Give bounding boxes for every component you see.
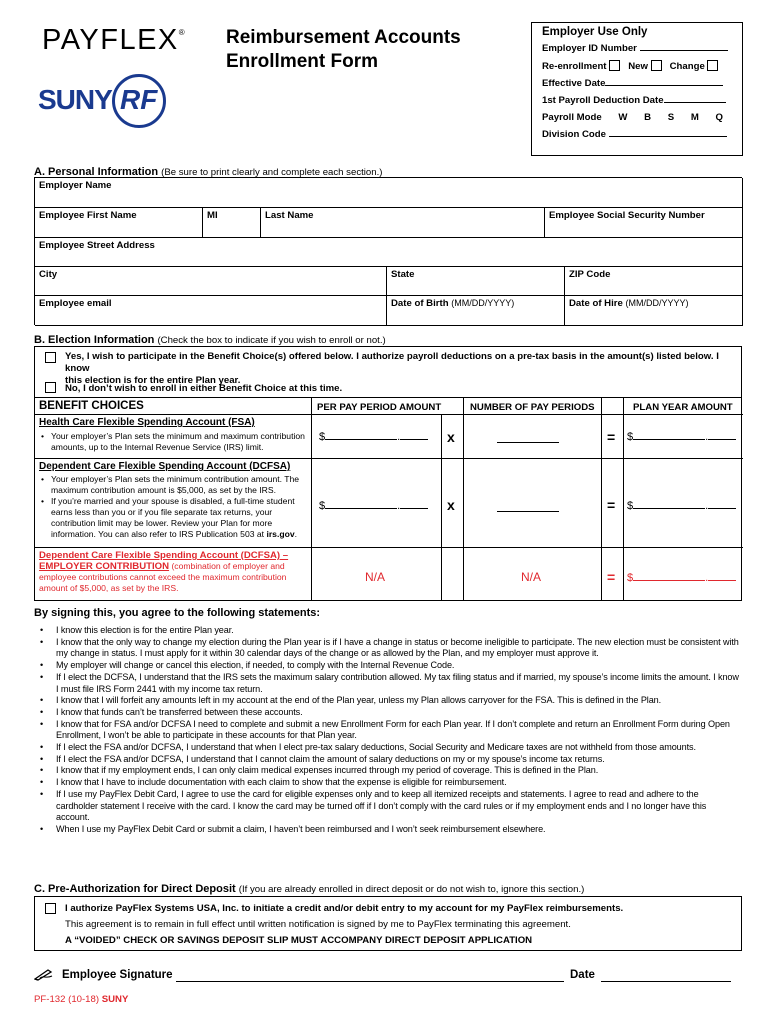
fsa-num-field[interactable]: [497, 431, 559, 446]
election-box: Yes, I wish to participate in the Benefit Choice(s) offered below. I authorize payroll deductions on a pre-tax basis in the amount(s) listed below. I know this election is for the entire Plan year. No, I don’t wish to enroll in either Benefit Choice at this time.: [34, 346, 742, 398]
street-address-field[interactable]: Employee Street Address: [35, 238, 743, 267]
first-name-field[interactable]: Employee First Name: [35, 208, 203, 238]
new-checkbox[interactable]: [651, 60, 662, 71]
email-field[interactable]: Employee email: [35, 296, 387, 326]
col-plan-year: PLAN YEAR AMOUNT: [633, 402, 733, 413]
form-code: PF-132 (10-18) SUNY: [34, 994, 129, 1005]
list-item: • I know that funds can’t be transferred between these accounts.: [34, 707, 742, 719]
mi-field[interactable]: MI: [203, 208, 261, 238]
employer-contribution-title: Dependent Care Flexible Spending Account (DCFSA) – EMPLOYER CONTRIBUTION (combination of employer and employee contributions cannot exceed the maximum contribution amount of $5,000, as set by the IRS.: [39, 550, 289, 593]
dcfsa-plan-field[interactable]: $ .: [627, 500, 736, 512]
col-num-pay: NUMBER OF PAY PERIODS: [470, 402, 595, 413]
zip-field[interactable]: ZIP Code: [565, 267, 743, 296]
yes-enroll-checkbox[interactable]: [45, 352, 56, 363]
col-per-pay: PER PAY PERIOD AMOUNT: [317, 402, 442, 413]
list-item: • I know this election is for the entire Plan year.: [34, 625, 742, 637]
city-field[interactable]: City: [35, 267, 387, 296]
fsa-plan-field[interactable]: $ .: [627, 431, 736, 443]
ssn-field[interactable]: Employee Social Security Number: [545, 208, 743, 238]
dcfsa-title: Dependent Care Flexible Spending Account (DCFSA): [39, 461, 291, 472]
section-c-heading: C. Pre-Authorization for Direct Deposit (If you are already enrolled in direct deposit or do not wish to, ignore this section.): [34, 883, 585, 895]
section-a-heading: A. Personal Information (Be sure to print clearly and complete each section.): [34, 166, 383, 178]
signature-label: Employee Signature: [62, 969, 173, 981]
employer-per-pay-na: N/A: [365, 570, 386, 584]
personal-info-table: [34, 177, 742, 325]
employer-name-field[interactable]: Employer Name: [35, 178, 743, 208]
list-item: • If I elect the DCFSA, I understand that the IRS sets the maximum salary contribution allowed. My tax filing status and if married, my spouse’s income limits the amount. I know I must file IRS Form 2441 with my income tax return.: [34, 672, 742, 695]
last-name-field[interactable]: Last Name: [261, 208, 545, 238]
signing-statements: [34, 625, 742, 836]
no-enroll-checkbox[interactable]: [45, 382, 56, 393]
dcfsa-num-field[interactable]: [497, 500, 559, 515]
list-item: • When I use my PayFlex Debit Card or submit a claim, I haven’t been reimbursed and I won’t seek reimbursement elsewhere.: [34, 824, 742, 836]
employer-use-box: Employer Use Only Employer ID Number Re-enrollment New Change Effective Date 1st Payroll Deduction Date Payroll Mode W B S M Q Division Code: [531, 22, 743, 156]
pen-icon: [34, 967, 54, 981]
col-benefit-choices: BENEFIT CHOICES: [39, 400, 144, 412]
suny-rf-logo: SUNY RF: [38, 74, 168, 130]
list-item: • I know that I will forfeit any amounts left in my account at the end of the Plan year, unless my Plan allows carryover for the FSA. This is defined in the Plan.: [34, 695, 742, 707]
dcfsa-per-pay-field[interactable]: $ .: [319, 500, 428, 512]
dob-field[interactable]: Date of Birth (MM/DD/YYYY): [387, 296, 565, 326]
fsa-per-pay-field[interactable]: $ .: [319, 431, 428, 443]
employer-num-na: N/A: [521, 570, 542, 584]
form-title: Reimbursement Accounts Enrollment Form: [226, 27, 461, 72]
list-item: • I know that if my employment ends, I can only claim medical expenses incurred through my period of coverage. This is defined in the Plan.: [34, 765, 742, 777]
list-item: • I know that for FSA and/or DCFSA I need to complete and submit a new Enrollment Form for each Plan year. If I don’t complete and return an Enrollment Form during Open Enrollment, I won’t be able to participate in these accounts for that Plan year.: [34, 719, 742, 742]
list-item: • I know that I have to include documentation with each claim to show that the expense is eligible for reimbursement.: [34, 777, 742, 789]
reenrollment-checkbox[interactable]: [609, 60, 620, 71]
direct-deposit-checkbox[interactable]: [45, 903, 56, 914]
fsa-title: Health Care Flexible Spending Account (FSA): [39, 417, 255, 428]
list-item: • If I elect the FSA and/or DCFSA, I understand that I cannot claim the amount of salary deductions on my or my spouse’s income tax returns.: [34, 754, 742, 766]
signature-field[interactable]: [176, 970, 564, 982]
signing-heading: By signing this, you agree to the following statements:: [34, 607, 321, 619]
list-item: • My employer will change or cancel this election, if needed, to comply with the Internal Revenue Code.: [34, 660, 742, 672]
employer-plan-field[interactable]: $ .: [627, 572, 736, 584]
change-checkbox[interactable]: [707, 60, 718, 71]
list-item: • If I elect the FSA and/or DCFSA, I understand that when I elect pre-tax salary deductions, Social Security and Medicare taxes are not withheld from those amounts.: [34, 742, 742, 754]
list-item: • I know that the only way to change my election during the Plan year is if I have a change in status or become ineligible to participate. The new election must be consistent with my change in status. I must apply for it within 30 calendar days of the change or as allowed by the Plan, and my employer must approve it.: [34, 637, 742, 660]
date-field[interactable]: [601, 970, 731, 982]
payflex-logo: PAYFLEX®: [42, 24, 187, 56]
list-item: • If I use my PayFlex Debit Card, I agree to use the card for eligible expenses only and to keep all itemized receipts and statements. I agree to read and adhere to the cardholder statement I receive with the card. I know the card may be turned off if I don’t comply with the card rules or if my employment ends and I no longer have this account.: [34, 789, 742, 824]
direct-deposit-box: I authorize PayFlex Systems USA, Inc. to initiate a credit and/or debit entry to my account for my PayFlex reimbursements. This agreement is to remain in full effect until written notification is signed by me to PayFlex terminating this agreement. A “VOIDED” CHECK OR SAVINGS DEPOSIT SLIP MUST ACCOMPANY DIRECT DEPOSIT APPLICATION: [34, 896, 742, 951]
doh-field[interactable]: Date of Hire (MM/DD/YYYY): [565, 296, 743, 326]
state-field[interactable]: State: [387, 267, 565, 296]
date-label: Date: [570, 969, 595, 981]
section-b-heading: B. Election Information (Check the box to indicate if you wish to enroll or not.): [34, 334, 386, 346]
benefits-table: BENEFIT CHOICES PER PAY PERIOD AMOUNT NUMBER OF PAY PERIODS PLAN YEAR AMOUNT Health Care Flexible Spending Account (FSA) • Your employer’s Plan sets the minimum and maximum contribution amounts, up to the Internal Revenue Service (IRS) limit. $ . x = $ . Dependent Care Flexible Spending Account (DCFSA) • Your employer’s Plan sets the minimum contribution amount. The maximum contribution amount is $5,000, as set by the IRS. • If you’re married and your spouse is disabled, a full-time student earns less than you or if you file separate tax returns, your contribution limit may be lower. Review your Plan for more information. You can also refer to IRS Publication 503 at irs.gov. $ . x = $ . Dependent Care Flexible Spending Account (DCFSA) – EMPLOYER CONTRIBUTION (combination of employer and employee contributions cannot exceed the maximum contribution amount of $5,000, as set by the IRS. N/A N/A = $ .: [34, 398, 742, 601]
